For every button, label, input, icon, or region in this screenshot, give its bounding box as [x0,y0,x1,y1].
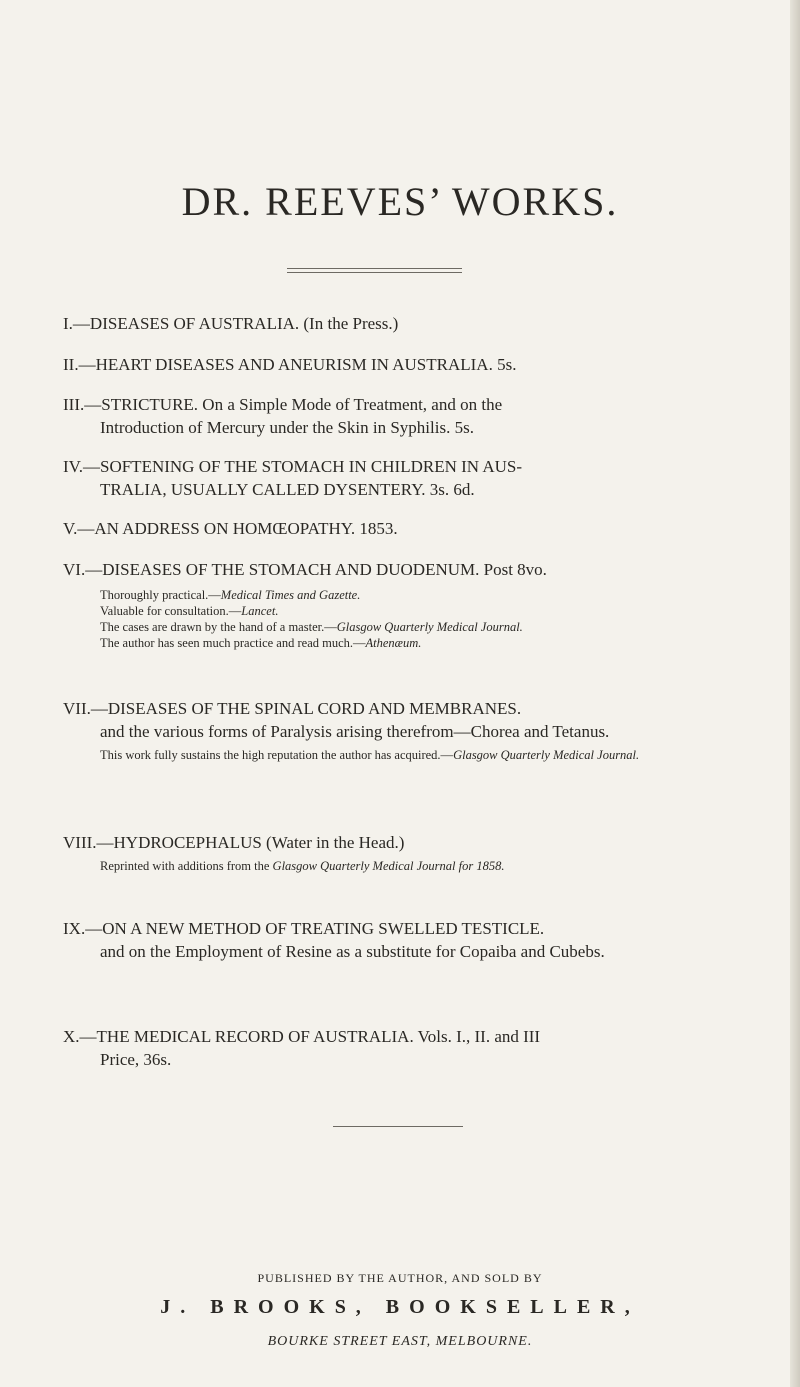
work-continuation: and the various forms of Paralysis arising therefrom—Chorea and Tetanus. [100,722,610,741]
review-quote: The author has seen much practice and read much.—Athenæum. [100,636,422,650]
work-number: VI. [63,560,86,579]
review-quote: This work fully sustains the high reputation the author has acquired.—Glasgow Quarterly Medical Journal. [100,748,640,762]
review-source: Athenæum. [365,636,422,650]
page-title: DR. REEVES’ WORKS. [181,179,619,224]
work-title: —DISEASES OF AUSTRALIA. (In the Press.) [72,314,399,333]
work-number: III. [63,395,85,414]
review-quote: Thoroughly practical.—Medical Times and Gazette. [100,588,361,602]
publisher-name: J. BROOKS, BOOKSELLER, [160,1296,640,1318]
publisher-address: BOURKE STREET EAST, MELBOURNE. [267,1334,533,1349]
work-entry-1 [63,312,733,335]
work-number: V. [63,519,78,538]
work-title: —DISEASES OF THE SPINAL CORD AND MEMBRANES. [90,699,522,718]
work-entry-5 [63,517,733,540]
work-heading [63,697,733,720]
review-source: Glasgow Quarterly Medical Journal for 1858. [272,859,505,873]
work-title: —DISEASES OF THE STOMACH AND DUODENUM. Post 8vo. [85,560,547,579]
work-title: —HYDROCEPHALUS (Water in the Head.) [96,833,405,852]
title-rule [287,268,462,269]
work-number: VIII. [63,833,97,852]
work-number: VII. [63,699,91,718]
work-continuation: TRALIA, USUALLY CALLED DYSENTERY. 3s. 6d. [100,480,475,499]
work-entry-7 [63,697,733,763]
work-heading [63,1025,733,1048]
work-title: —HEART DISEASES AND ANEURISM IN AUSTRALIA. 5s. [78,355,517,374]
work-heading [63,455,733,478]
work-title: —AN ADDRESS ON HOMŒOPATHY. 1853. [77,519,398,538]
work-heading [63,517,733,540]
review-quote: The cases are drawn by the hand of a master.—Glasgow Quarterly Medical Journal. [100,620,523,634]
work-title: —ON A NEW METHOD OF TREATING SWELLED TESTICLE. [85,919,545,938]
work-continuation: Price, 36s. [100,1050,172,1069]
work-entry-8 [63,831,733,874]
review-source: Medical Times and Gazette. [220,588,361,602]
publisher-note: PUBLISHED BY THE AUTHOR, AND SOLD BY [257,1271,543,1285]
work-heading [63,558,733,581]
work-entry-6 [63,558,733,651]
review-source: Lancet. [241,604,279,618]
work-number: IX. [63,919,86,938]
work-continuation: Introduction of Mercury under the Skin in Syphilis. 5s. [100,418,474,437]
work-heading [63,393,733,416]
work-continuation: and on the Employment of Resine as a substitute for Copaiba and Cubebs. [100,942,605,961]
work-title: —SOFTENING OF THE STOMACH IN CHILDREN IN AUS- [83,457,523,476]
work-entry-3 [63,393,733,439]
work-heading [63,353,733,376]
work-number: II. [63,355,79,374]
section-divider [333,1126,463,1127]
work-entry-4 [63,455,733,501]
work-number: I. [63,314,73,333]
work-heading [63,917,733,940]
review-source: Glasgow Quarterly Medical Journal. [453,748,640,762]
review-source: Glasgow Quarterly Medical Journal. [336,620,523,634]
review-quote: Valuable for consultation.—Lancet. [100,604,279,618]
review-quote: Reprinted with additions from the Glasgow Quarterly Medical Journal for 1858. [100,859,505,873]
work-entry-9 [63,917,733,963]
work-heading [63,831,733,854]
work-heading [63,312,733,335]
work-entry-10 [63,1025,733,1071]
work-entry-2 [63,353,733,376]
work-title: —THE MEDICAL RECORD OF AUSTRALIA. Vols. I., II. and III [79,1027,541,1046]
work-title: —STRICTURE. On a Simple Mode of Treatment, and on the [84,395,503,414]
work-number: X. [63,1027,80,1046]
work-number: IV. [63,457,83,476]
